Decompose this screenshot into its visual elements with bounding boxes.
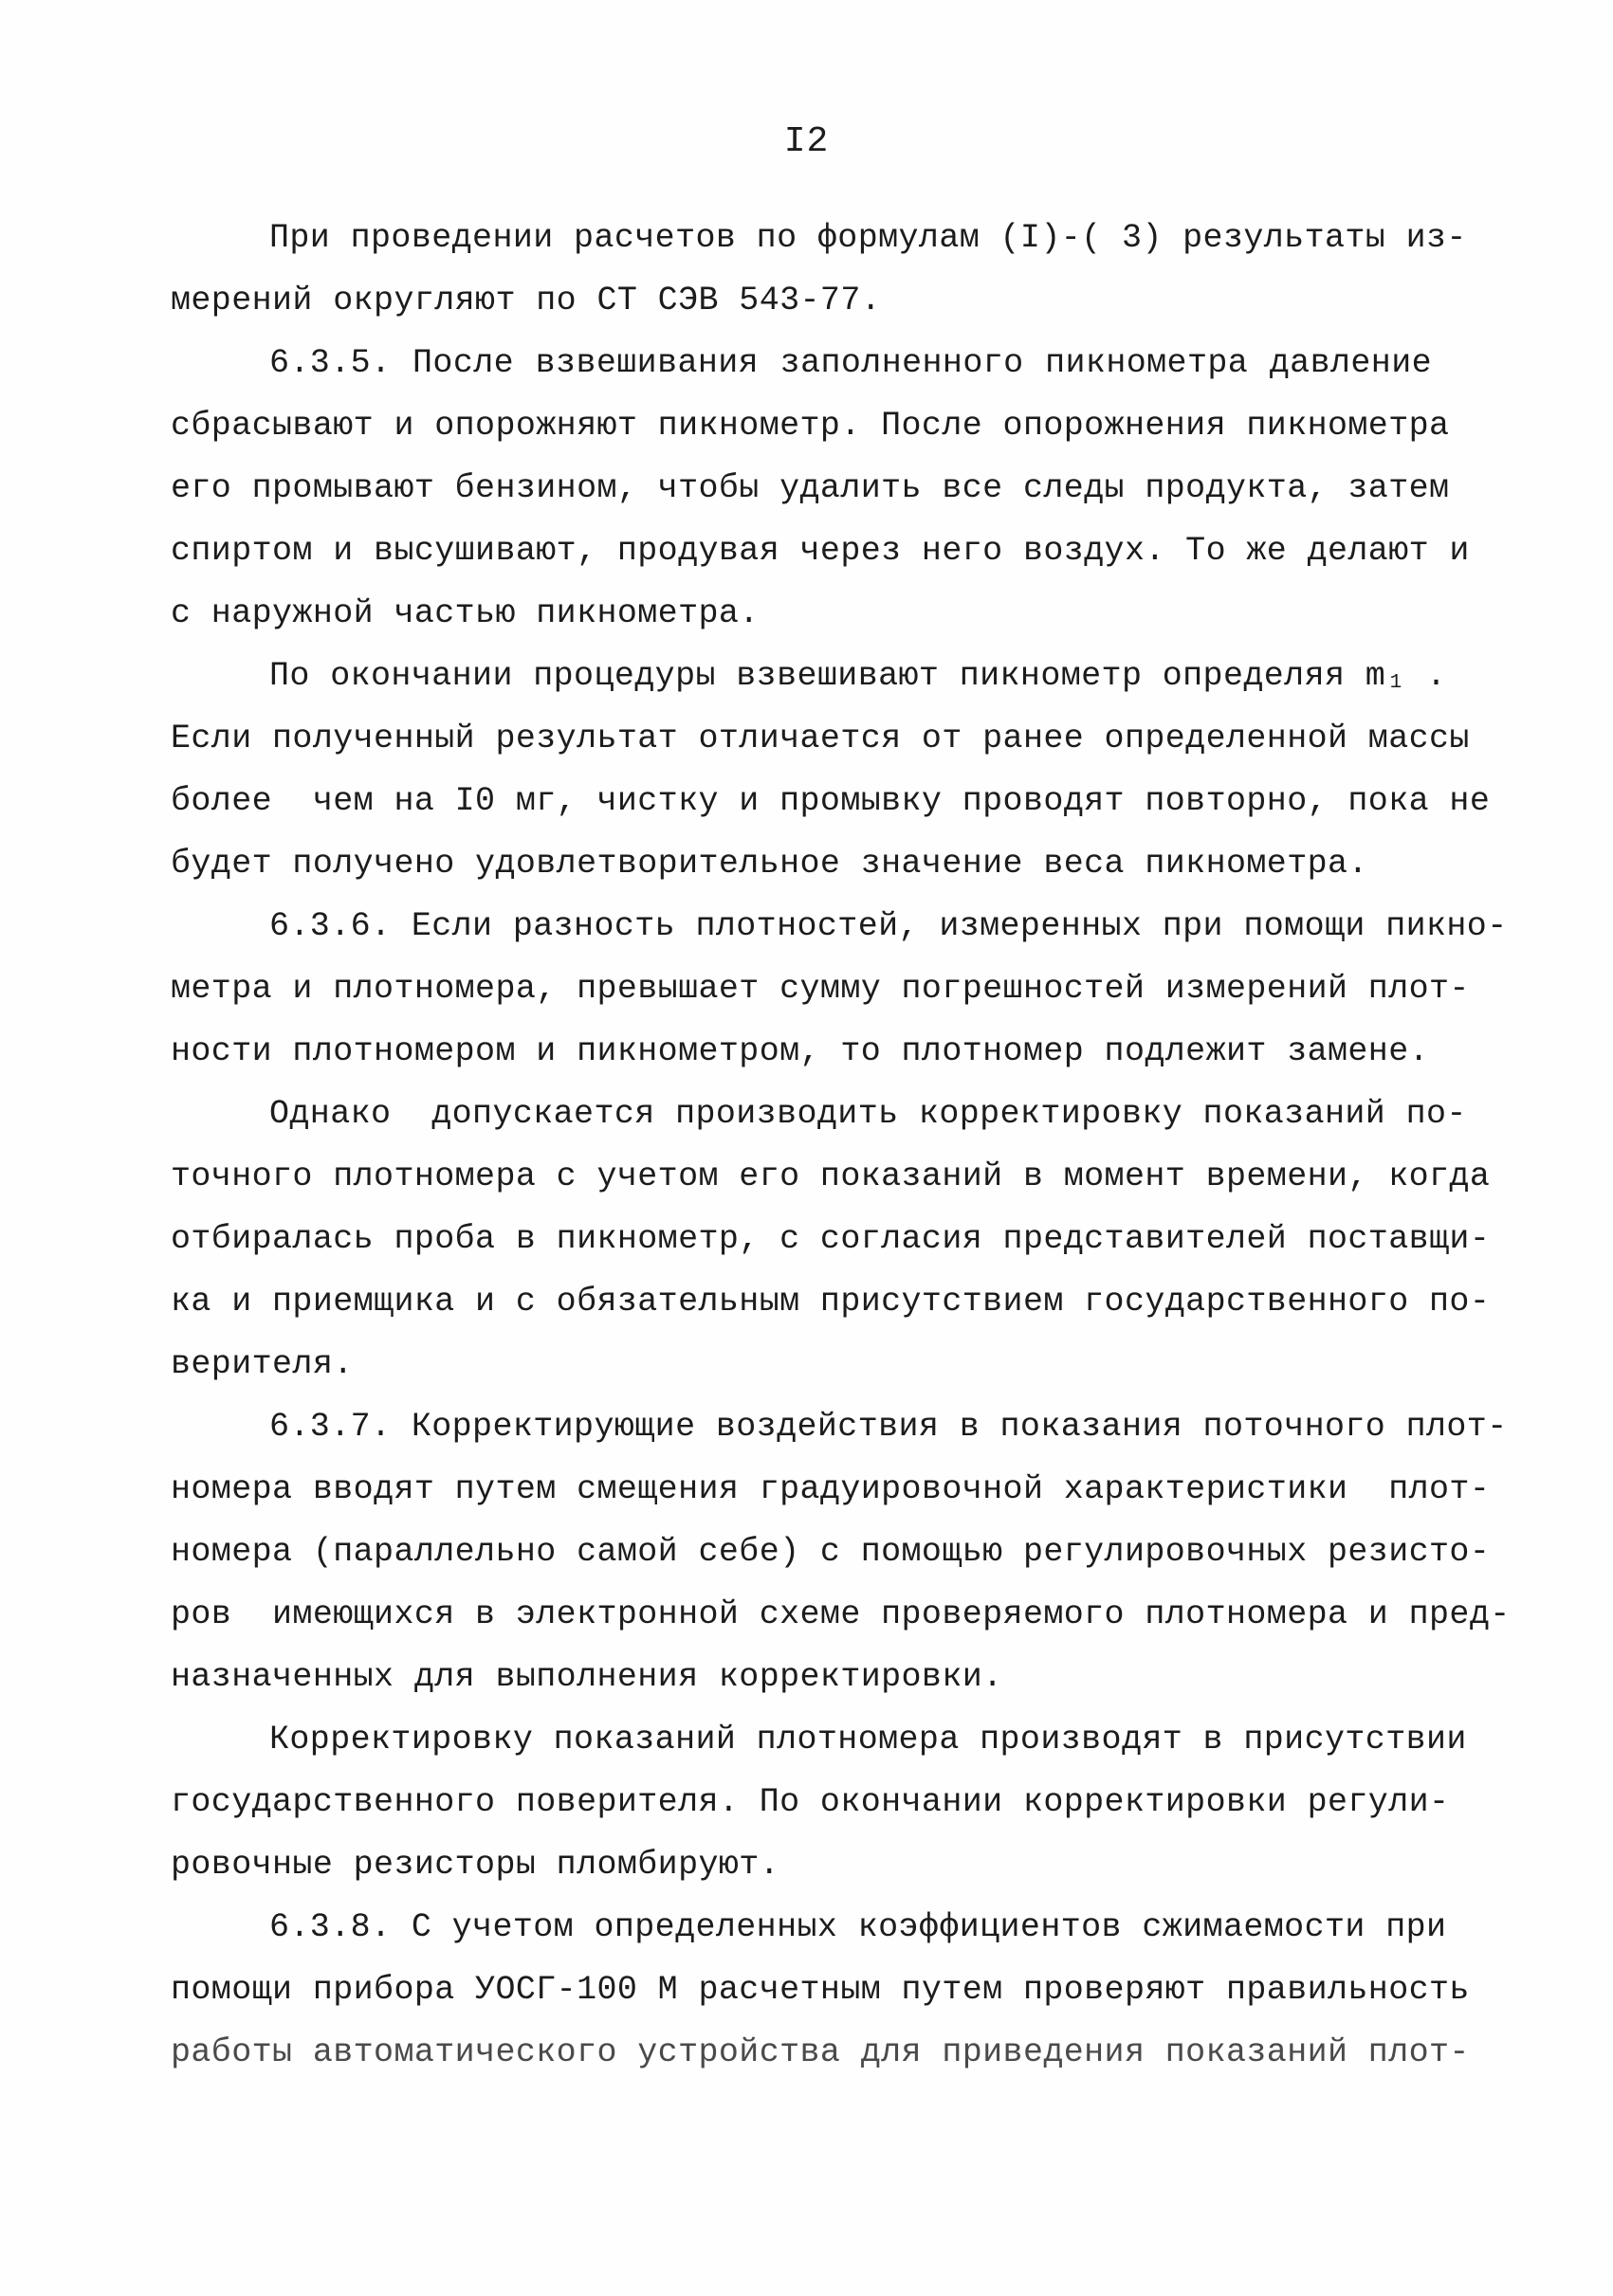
text-line: ровочные резисторы пломбируют. (171, 1846, 780, 1884)
text-line: Корректировку показаний плотномера производят в присутствии (269, 1721, 1467, 1758)
text-line: номера (параллельно самой себе) с помощью регулировочных резисто- (171, 1533, 1491, 1571)
text-line: 6.3.5. После взвешивания заполненного пикнометра давление (269, 344, 1432, 382)
paragraph-6-3-6 (171, 895, 1508, 1083)
text-line: ка и приемщика и с обязательным присутствием государственного по- (171, 1283, 1491, 1321)
text-line: ности плотномером и пикнометром, то плотномер подлежит замене. (171, 1032, 1430, 1070)
text-line: его промывают бензином, чтобы удалить все следы продукта, затем (171, 469, 1450, 507)
text-line: мерений округляют по СТ СЭВ 543-77. (171, 282, 882, 319)
text-line: верителя. (171, 1345, 354, 1383)
text-line: По окончании процедуры взвешивают пикнометр определяя m₁ . (269, 657, 1447, 695)
paragraph-intro (171, 207, 1467, 332)
text-line: 6.3.6. Если разность плотностей, измеренных при помощи пикно- (269, 907, 1508, 945)
text-line: работы автоматического устройства для приведения показаний плот- (171, 2033, 1470, 2071)
text-line: 6.3.8. С учетом определенных коэффициентов сжимаемости при (269, 1908, 1447, 1946)
text-line: точного плотномера с учетом его показаний в момент времени, когда (171, 1157, 1491, 1195)
text-line: государственного поверителя. По окончании корректировки регули- (171, 1783, 1450, 1821)
text-line: 6.3.7. Корректирующие воздействия в показания поточного плот- (269, 1408, 1508, 1446)
text-line: с наружной частью пикнометра. (171, 594, 760, 632)
text-line: помощи прибора УОСГ-100 М расчетным путем проверяют правильность (171, 1971, 1470, 2009)
text-line: метра и плотномера, превышает сумму погрешностей измерений плот- (171, 970, 1470, 1008)
text-line: При проведении расчетов по формулам (I)-( 3) результаты из- (269, 219, 1467, 257)
text-line: будет получено удовлетворительное значение веса пикнометра. (171, 845, 1368, 883)
paragraph-correction (171, 1708, 1467, 1896)
paragraph-6-3-5 (171, 332, 1470, 645)
text-line: отбиралась проба в пикнометр, с согласия представителей поставщи- (171, 1220, 1491, 1258)
document-body (171, 207, 1511, 2084)
paragraph-however (171, 1083, 1491, 1395)
text-line: сбрасывают и опорожняют пикнометр. После опорожнения пикнометра (171, 407, 1450, 445)
paragraph-weighing (171, 645, 1491, 895)
page-number: I2 (783, 121, 830, 162)
text-line: более чем на I0 мг, чистку и промывку проводят повторно, пока не (171, 782, 1491, 820)
paragraph-6-3-8 (171, 1896, 1470, 2084)
text-line: Если полученный результат отличается от ранее определенной массы (171, 720, 1470, 757)
text-line: назначенных для выполнения корректировки. (171, 1658, 1003, 1696)
text-line: номера вводят путем смещения градуировочной характеристики плот- (171, 1470, 1491, 1508)
text-line: спиртом и высушивают, продувая через него воздух. То же делают и (171, 532, 1470, 570)
text-line: ров имеющихся в электронной схеме проверяемого плотномера и пред- (171, 1595, 1511, 1633)
paragraph-6-3-7 (171, 1395, 1511, 1708)
text-line: Однако допускается производить корректировку показаний по- (269, 1095, 1467, 1133)
